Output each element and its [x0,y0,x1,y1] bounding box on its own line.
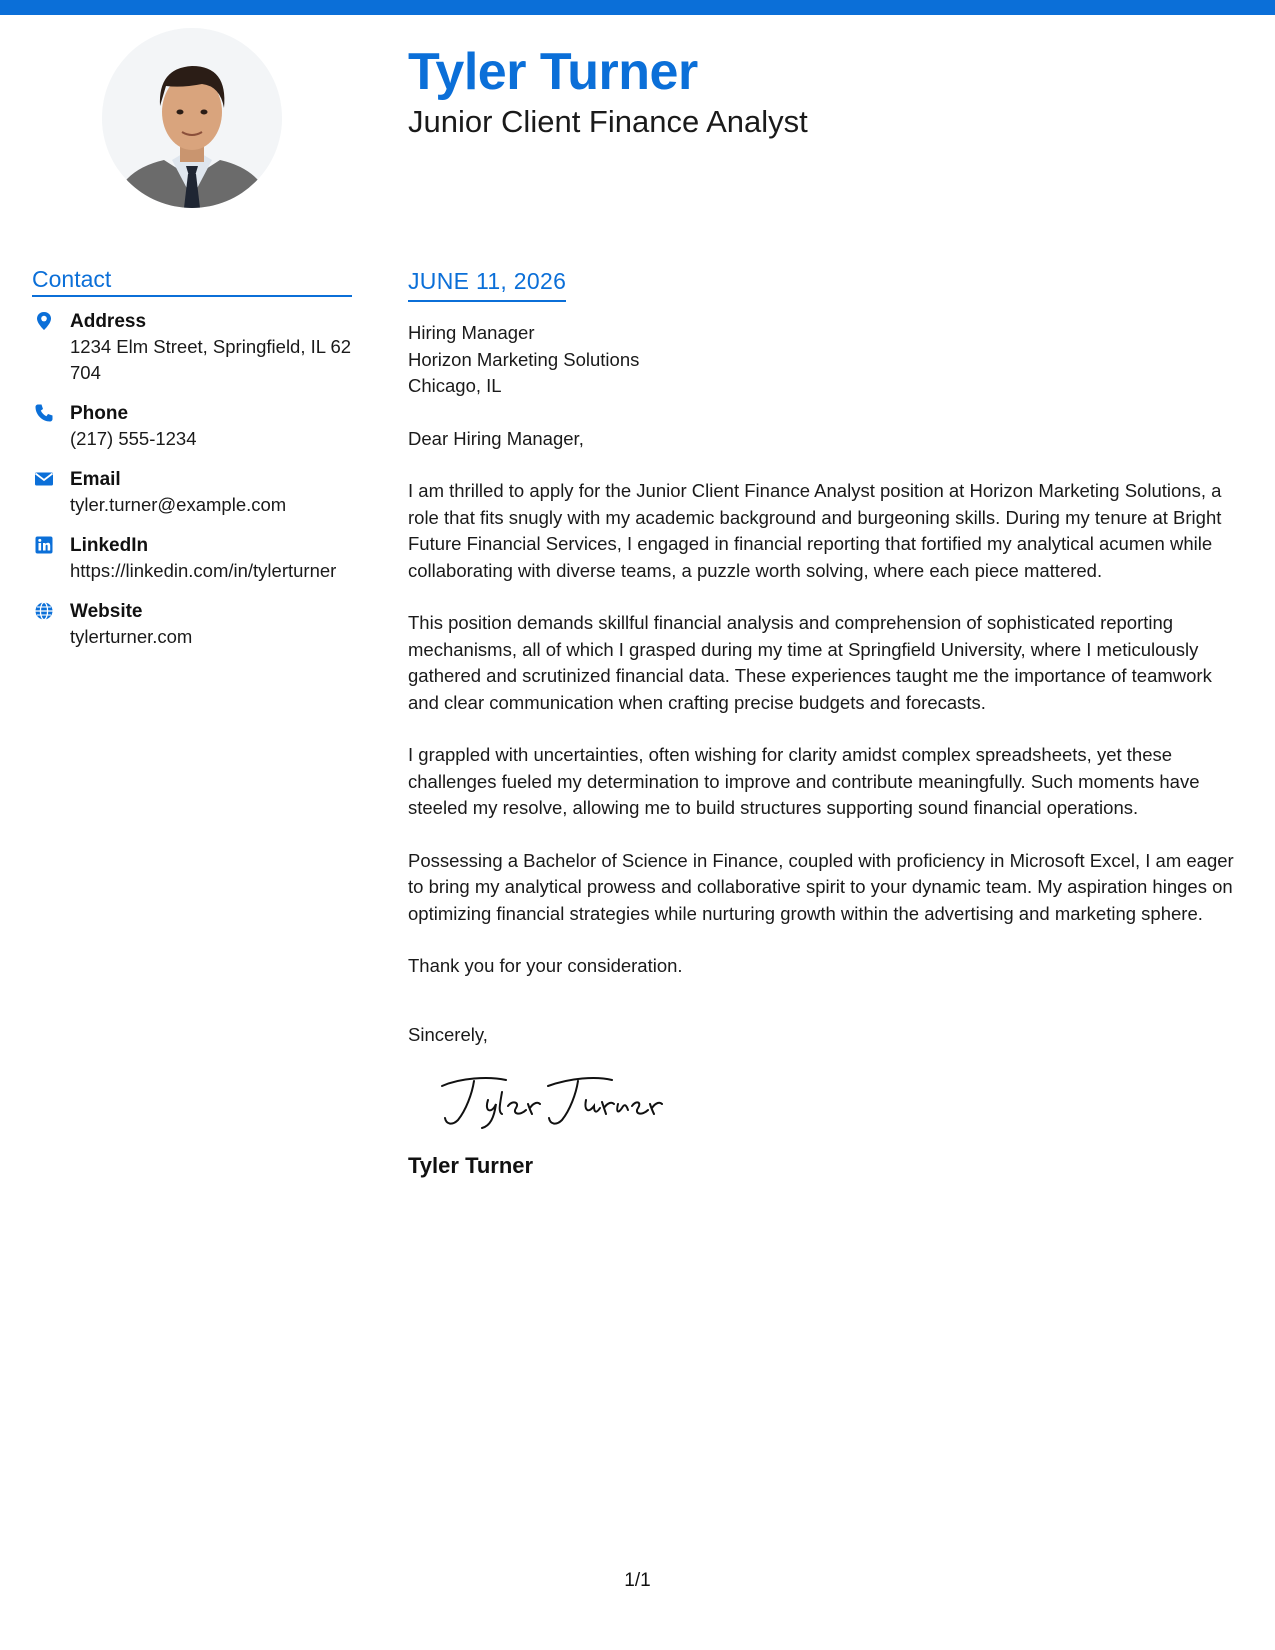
profile-photo [102,28,282,208]
linkedin-value[interactable]: https://linkedin.com/in/tylerturner [70,560,337,581]
recipient-block [408,320,1246,400]
address-label: Address [70,311,147,332]
phone-label: Phone [70,403,129,424]
phone-icon [34,403,54,423]
contact-item-linkedin [32,533,352,584]
page-number: 1/1 [624,1570,651,1591]
candidate-name: Tyler Turner [408,43,698,101]
paragraph: This position demands skillful financial analysis and comprehension of sophisticated reporting mechanisms, all of which I grasped during my time at Springfield University, where I meticulously gathered and scrutinized financial data. These experiences taught me the importance of teamwork and clear communication when crafting precise budgets and forecasts. [408,612,1212,713]
address-value: 1234 Elm Street, Springfield, IL 62704 [70,336,352,383]
contact-item-address [32,309,352,386]
letter-body [408,268,1246,1179]
location-pin-icon [34,311,54,331]
salutation: Dear Hiring Manager, [408,427,584,449]
globe-icon [34,601,54,621]
website-value[interactable]: tylerturner.com [70,626,193,647]
contact-item-email [32,467,352,518]
contact-heading: Contact [32,266,352,297]
recipient-location: Chicago, IL [408,375,502,396]
recipient-name: Hiring Manager [408,322,535,343]
signer-name: Tyler Turner [408,1153,534,1178]
closing: Sincerely, [408,1023,488,1045]
job-title: Junior Client Finance Analyst [408,104,808,139]
contact-item-phone [32,401,352,452]
recipient-company: Horizon Marketing Solutions [408,348,640,370]
paragraph: Possessing a Bachelor of Science in Finance, coupled with proficiency in Microsoft Excel, I am eager to bring my analytical prowess and collaborative spirit to your dynamic team. My aspiration hinges on optimizing financial strategies while nurturing growth within the advertising and marketing sphere. [408,849,1234,924]
handwritten-signature [436,1070,666,1130]
contact-sidebar [32,266,352,665]
linkedin-label: LinkedIn [70,535,149,556]
contact-item-website [32,599,352,650]
paragraph: I am thrilled to apply for the Junior Client Finance Analyst position at Horizon Marketing Solutions, a role that fits snugly with my academic background and burgeoning skills. During my tenure at Bright Future Financial Services, I engaged in financial reporting that fortified my analytical acumen while collaborating with diverse teams, a puzzle worth solving, where each piece mattered. [408,480,1222,581]
letter-date: JUNE 11, 2026 [408,268,566,302]
email-label: Email [70,469,121,490]
email-value[interactable]: tyler.turner@example.com [70,494,287,515]
website-label: Website [70,601,143,622]
envelope-icon [34,469,54,489]
thank-you-line: Thank you for your consideration. [408,955,683,976]
linkedin-icon [34,535,54,555]
phone-value: (217) 555-1234 [70,428,197,449]
top-accent-bar [0,0,1275,15]
paragraph: I grappled with uncertainties, often wishing for clarity amidst complex spreadsheets, yet these challenges fueled my determination to improve and contribute meaningfully. Such moments have steeled my resolve, allowing me to build structures supporting sound financial operations. [408,744,1200,818]
